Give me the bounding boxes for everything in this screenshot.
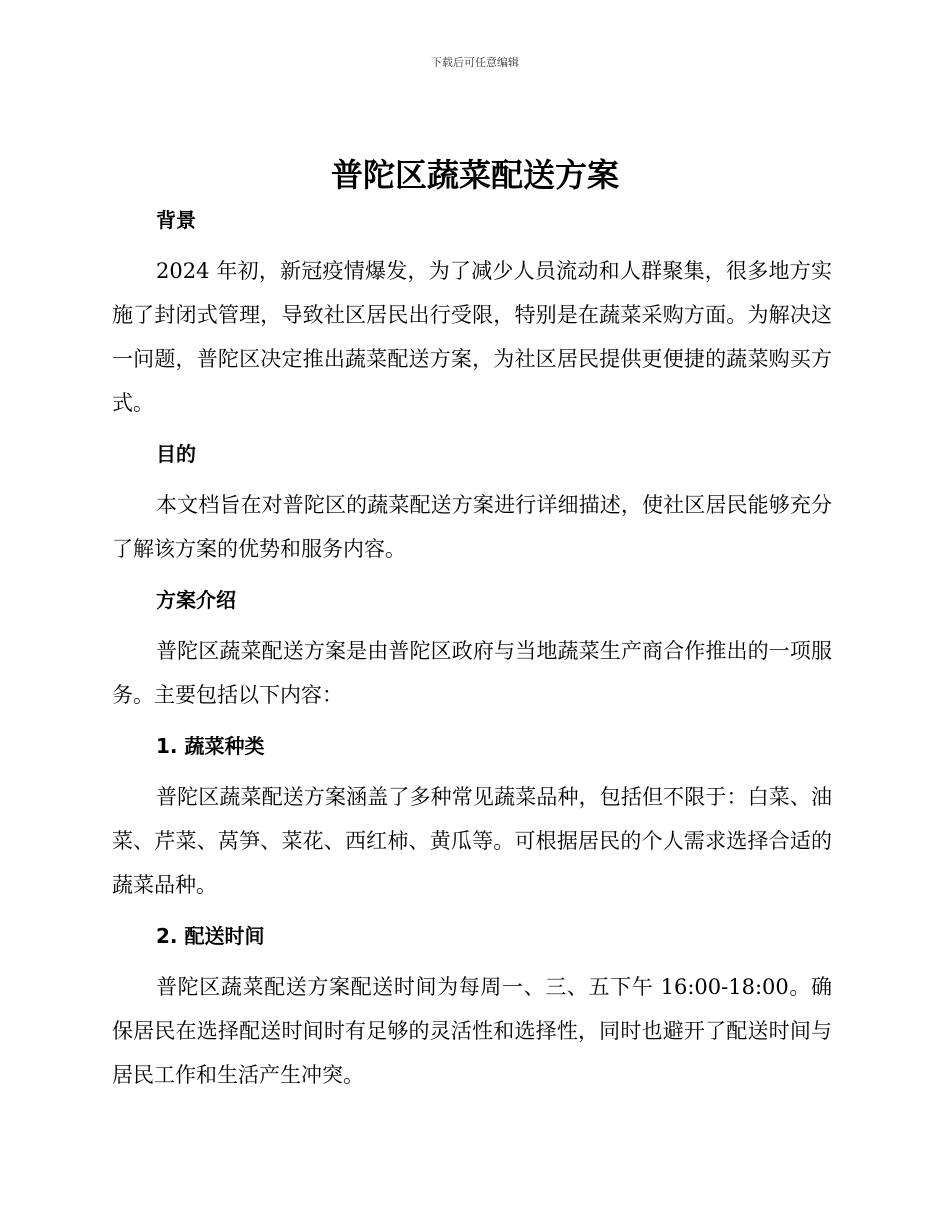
section-heading-plan-intro: 方案介绍	[156, 588, 236, 612]
page-header-note: 下载后可任意编辑	[431, 56, 519, 69]
section-paragraph-vegetable-types: 普陀区蔬菜配送方案涵盖了多种常见蔬菜品种，包括但不限于：白菜、油菜、芹菜、莴笋、菜花、西红柿、黄瓜等。可根据居民的个人需求选择合适的蔬菜品种。	[112, 785, 832, 897]
section-paragraph-background: 2024 年初，新冠疫情爆发，为了减少人员流动和人群聚集，很多地方实施了封闭式管理，导致社区居民出行受限，特别是在蔬菜采购方面。为解决这一问题，普陀区决定推出蔬菜配送方案，为社区居民提供更便捷的蔬菜购买方式。	[112, 259, 832, 415]
document-title: 普陀区蔬菜配送方案	[330, 156, 619, 194]
section-heading-vegetable-types: 1. 蔬菜种类	[156, 734, 265, 758]
section-paragraph-plan-intro: 普陀区蔬菜配送方案是由普陀区政府与当地蔬菜生产商合作推出的一项服务。主要包括以下内容：	[112, 639, 832, 707]
section-heading-background: 背景	[156, 208, 196, 232]
section-heading-purpose: 目的	[156, 442, 196, 466]
section-paragraph-purpose: 本文档旨在对普陀区的蔬菜配送方案进行详细描述，使社区居民能够充分了解该方案的优势和服务内容。	[112, 493, 832, 561]
section-paragraph-delivery-time: 普陀区蔬菜配送方案配送时间为每周一、三、五下午 16:00-18:00。确保居民在选择配送时间时有足够的灵活性和选择性，同时也避开了配送时间与居民工作和生活产生冲突。	[112, 975, 832, 1087]
document-body	[112, 203, 832, 1109]
section-heading-delivery-time: 2. 配送时间	[156, 924, 265, 948]
